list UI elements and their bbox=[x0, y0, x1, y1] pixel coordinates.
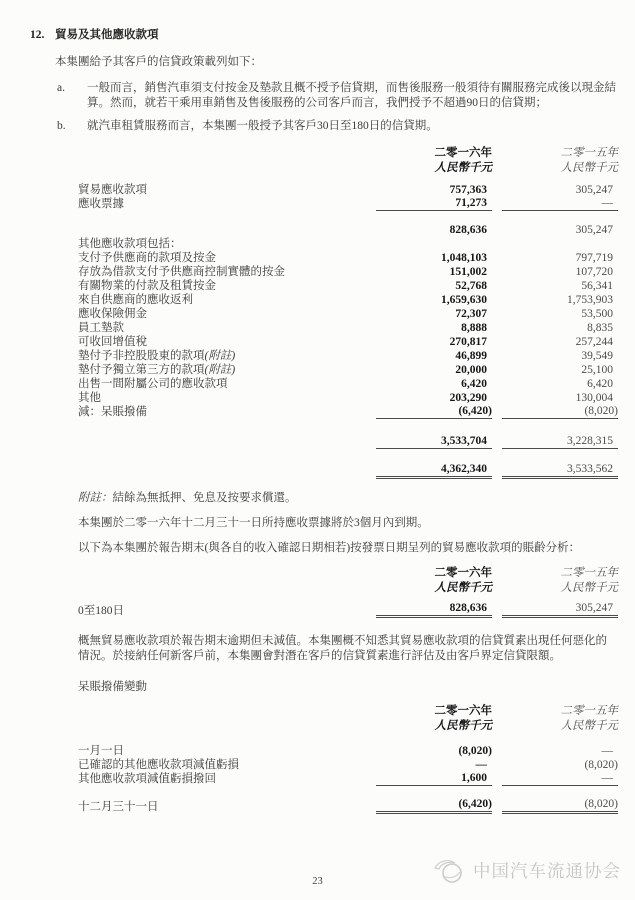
list-marker-a: a. bbox=[57, 82, 65, 94]
value-2016: — bbox=[475, 759, 487, 771]
value-2015: 305,247 bbox=[575, 224, 613, 236]
section-title: 貿易及其他應收款項 bbox=[55, 29, 159, 41]
value-2015: 107,720 bbox=[575, 266, 613, 278]
row-label: 其他應收款項包括： bbox=[78, 238, 182, 250]
receivables-table bbox=[30, 146, 618, 479]
row-label: 減：呆賬撥備 bbox=[78, 406, 147, 418]
note-paragraph bbox=[30, 491, 618, 506]
table-row bbox=[78, 321, 618, 335]
row-label: 其他 bbox=[78, 392, 101, 404]
value-2015: — bbox=[502, 196, 618, 211]
row-label: 應收票據 bbox=[78, 198, 124, 210]
aging-intro-paragraph: 以下為本集團於報告期末(與各自的收入確認日期相若)按發票日期呈列的貿易應收款項的賬齡分析： bbox=[78, 542, 581, 554]
value-2016: 72,307 bbox=[455, 308, 487, 320]
table-row bbox=[78, 772, 618, 786]
table-row bbox=[78, 183, 618, 197]
value-2015: 53,500 bbox=[581, 308, 613, 320]
item-a-text: 一般而言，銷售汽車須支付按金及墊款且概不授予信貸期，而售後服務一般須待有關服務完成後以現金結算。然而，就若干乘用車銷售及售後服務的公司客戶而言，我們授予不超過90日的信貸期； bbox=[87, 82, 616, 109]
row-label: 應收保險佣金 bbox=[78, 308, 147, 320]
row-label: 墊付予獨立第三方的款項(附註) bbox=[78, 364, 236, 376]
value-2016: 1,600 bbox=[376, 771, 492, 786]
value-2015: 56,341 bbox=[581, 280, 613, 292]
table-header bbox=[78, 146, 618, 176]
credit-policy-item-b bbox=[30, 119, 618, 134]
list-marker-b: b. bbox=[57, 120, 66, 132]
value-2015: 3,533,562 bbox=[502, 462, 618, 479]
value-2015: 3,228,315 bbox=[502, 434, 618, 449]
total-row bbox=[78, 800, 618, 814]
section-number: 12. bbox=[30, 29, 45, 41]
value-2015: 257,244 bbox=[575, 336, 613, 348]
table-row bbox=[78, 758, 618, 772]
value-2016: (8,020) bbox=[458, 745, 492, 757]
table-row bbox=[78, 237, 618, 251]
value-2016: 46,899 bbox=[455, 350, 487, 362]
table-row bbox=[78, 197, 618, 211]
provision-section-title: 呆賬撥備變動 bbox=[78, 681, 147, 693]
row-label: 支付予供應商的款項及按金 bbox=[78, 252, 216, 264]
value-2015: — bbox=[601, 745, 613, 757]
value-2015: 25,100 bbox=[581, 364, 613, 376]
table-row bbox=[78, 377, 618, 391]
row-label: 墊付予非控股股東的款項(附註) bbox=[78, 350, 236, 362]
note-text: 結餘為無抵押、免息及按要求償還。 bbox=[112, 492, 297, 504]
credit-quality-paragraph: 概無貿易應收款項於報告期末逾期但未減值。本集團概不知悉其貿易應收款項的信貸質素出現任何惡化的情況。於接納任何新客戶前，本集團會對潛在客戶的信貸質素進行評估及由客戶界定信貸限額。 bbox=[78, 635, 607, 662]
value-2016: 4,362,340 bbox=[376, 462, 492, 479]
watermark-text: 中国汽车流通协会 bbox=[473, 860, 621, 881]
table-row bbox=[78, 307, 618, 321]
table-row bbox=[78, 391, 618, 405]
note-prefix: 附註： bbox=[78, 492, 113, 504]
value-2015: (8,020) bbox=[502, 797, 618, 814]
value-2015: 130,004 bbox=[575, 392, 613, 404]
value-2016: 270,817 bbox=[449, 336, 487, 348]
subtotal-row bbox=[78, 435, 618, 449]
table-row bbox=[78, 349, 618, 363]
value-2015: 305,247 bbox=[502, 601, 618, 618]
page-number: 23 bbox=[312, 876, 323, 887]
value-2016: 52,768 bbox=[455, 280, 487, 292]
column-header-2016: 二零一六年 人民幣千元 bbox=[434, 147, 492, 174]
value-2016: 828,636 bbox=[449, 224, 487, 236]
row-label: 來自供應商的應收返利 bbox=[78, 294, 193, 306]
value-2016: 757,363 bbox=[449, 184, 487, 196]
table-row bbox=[78, 251, 618, 265]
value-2016: (6,420) bbox=[376, 797, 492, 814]
column-header-2015: 二零一五年 人民幣千元 bbox=[560, 567, 618, 594]
row-label: 出售一間附屬公司的應收款項 bbox=[78, 378, 228, 390]
row-label: 存放為借款支付予供應商控制實體的按金 bbox=[78, 266, 285, 278]
value-2016: 8,888 bbox=[461, 322, 487, 334]
row-label: 十二月三十一日 bbox=[78, 801, 159, 813]
row-label: 可收回增值稅 bbox=[78, 336, 147, 348]
item-b-text: 就汽車租賃服務而言，本集團一般授予其客戶30日至180日的信貸期。 bbox=[87, 120, 438, 132]
value-2015: 8,835 bbox=[587, 322, 613, 334]
value-2016: 1,048,103 bbox=[441, 252, 487, 264]
column-header-2016: 二零一六年 人民幣千元 bbox=[434, 705, 492, 732]
table-row bbox=[78, 293, 618, 307]
value-2015: (8,020) bbox=[584, 759, 618, 771]
value-2015: 305,247 bbox=[575, 184, 613, 196]
value-2016: 71,273 bbox=[376, 196, 492, 211]
credit-policy-item-a bbox=[30, 81, 618, 111]
provision-table bbox=[30, 704, 618, 814]
value-2015: — bbox=[502, 771, 618, 786]
subtotal-row bbox=[78, 223, 618, 237]
table-row bbox=[78, 335, 618, 349]
value-2015: 39,549 bbox=[581, 350, 613, 362]
row-label: 員工墊款 bbox=[78, 322, 124, 334]
column-header-2015: 二零一五年 人民幣千元 bbox=[560, 147, 618, 174]
value-2016: (6,420) bbox=[376, 404, 492, 419]
table-row bbox=[78, 279, 618, 293]
row-label: 有關物業的付款及租賃按金 bbox=[78, 280, 216, 292]
table-header bbox=[78, 704, 618, 734]
aging-row bbox=[78, 604, 618, 618]
column-header-2016: 二零一六年 人民幣千元 bbox=[434, 567, 492, 594]
note-reference: (附註) bbox=[204, 364, 236, 376]
table-row bbox=[78, 363, 618, 377]
row-label: 已確認的其他應收款項減值虧損 bbox=[78, 759, 239, 771]
row-label: 一月一日 bbox=[78, 745, 124, 757]
value-2015: 797,719 bbox=[575, 252, 613, 264]
note-reference: (附註) bbox=[204, 350, 236, 362]
value-2016: 1,659,630 bbox=[441, 294, 487, 306]
total-row bbox=[78, 465, 618, 479]
intro-paragraph: 本集團給予其客戶的信貸政策載列如下： bbox=[55, 56, 262, 68]
value-2015: (8,020) bbox=[502, 404, 618, 419]
value-2016: 828,636 bbox=[376, 601, 492, 618]
section-heading bbox=[30, 28, 618, 43]
row-label: 0至180日 bbox=[78, 605, 124, 617]
value-2016: 3,533,704 bbox=[376, 434, 492, 449]
table-row bbox=[78, 265, 618, 279]
value-2015: 1,753,903 bbox=[567, 294, 613, 306]
value-2016: 20,000 bbox=[455, 364, 487, 376]
value-2016: 203,290 bbox=[449, 392, 487, 404]
row-label: 貿易應收款項 bbox=[78, 184, 147, 196]
value-2016: 6,420 bbox=[461, 378, 487, 390]
value-2016: 151,002 bbox=[449, 266, 487, 278]
table-header bbox=[78, 566, 618, 596]
row-label: 其他應收款項減值虧損撥回 bbox=[78, 773, 216, 785]
bills-maturity-paragraph: 本集團於二零一六年十二月三十一日所持應收票據將於3個月內到期。 bbox=[78, 517, 429, 529]
aging-table bbox=[30, 566, 618, 618]
watermark bbox=[433, 858, 621, 884]
column-header-2015: 二零一五年 人民幣千元 bbox=[560, 705, 618, 732]
association-logo-icon bbox=[433, 858, 467, 884]
value-2015: 6,420 bbox=[587, 378, 613, 390]
table-row bbox=[78, 744, 618, 758]
table-row bbox=[78, 405, 618, 419]
